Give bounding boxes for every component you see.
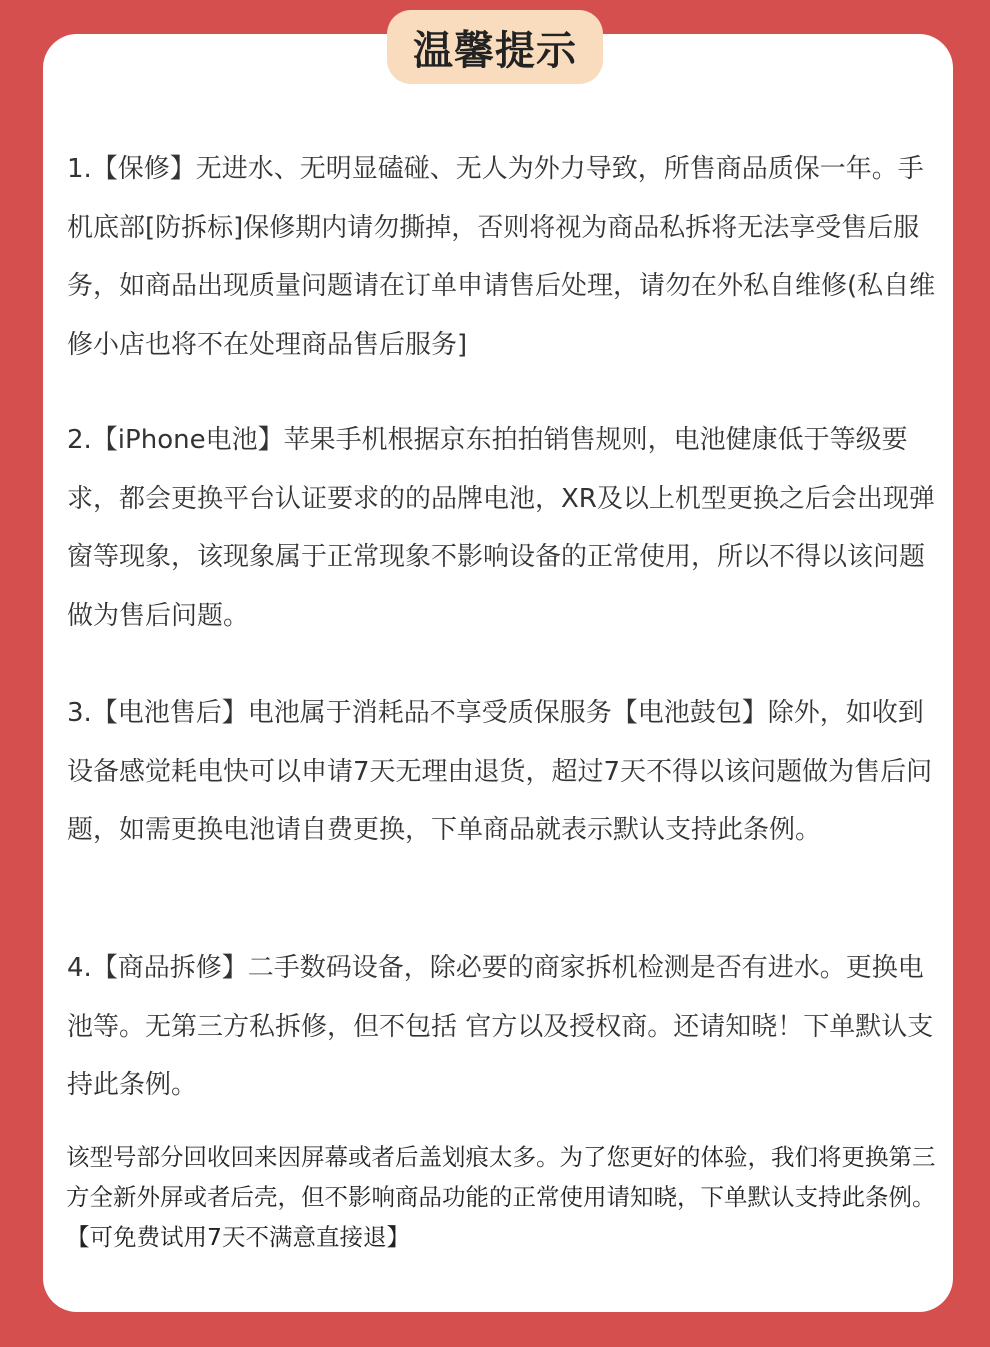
notice-title: 温馨提示 <box>387 10 603 84</box>
notice-item-iphone-battery: 2.【iPhone电池】苹果手机根据京东拍拍销售规则，电池健康低于等级要求，都会更换平台认证要求的的品牌电池，XR及以上机型更换之后会出现弹窗等现象，该现象属于正常现象不影响设备的正常使用，所以不得以该问题做为售后问题。 <box>67 425 935 631</box>
notice-item-warranty: 1.【保修】无进水、无明显磕碰、无人为外力导致，所售商品质保一年。手机底部[防拆标]保修期内请勿撕掉，否则将视为商品私拆将无法享受售后服务，如商品出现质量问题请在订单申请售后处理，请勿在外私自维修(私自维修小店也将不在处理商品售后服务] <box>67 154 936 360</box>
notice-footnote: 该型号部分回收回来因屏幕或者后盖划痕太多。为了您更好的体验，我们将更换第三方全新外屏或者后壳，但不影响商品功能的正常使用请知晓，下单默认支持此条例。【可免费试用7天不满意直接退】 <box>66 1143 936 1251</box>
notice-item-battery-aftersale: 3.【电池售后】电池属于消耗品不享受质保服务【电池鼓包】除外，如收到设备感觉耗电快可以申请7天无理由退货，超过7天不得以该问题做为售后问题，如需更换电池请自费更换，下单商品就表示默认支持此条例。 <box>67 698 933 845</box>
notice-item-repair: 4.【商品拆修】二手数码设备，除必要的商家拆机检测是否有进水。更换电池等。无第三方私拆修，但不包括 官方以及授权商。还请知晓！下单默认支持此条例。 <box>67 953 934 1100</box>
